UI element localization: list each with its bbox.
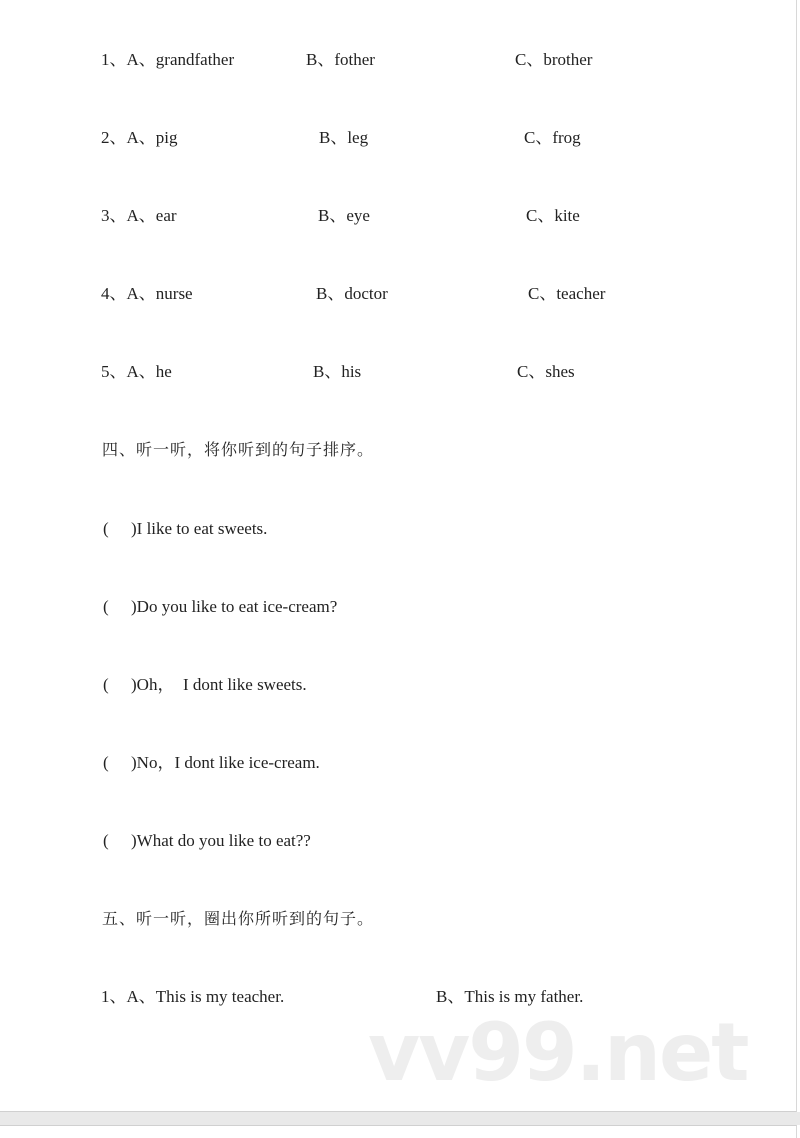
option-c: C、kite bbox=[526, 206, 580, 225]
option-a: 1、A、This is my teacher. bbox=[101, 987, 285, 1006]
option-b: B、fother bbox=[306, 50, 375, 69]
option-b: B、leg bbox=[319, 128, 369, 147]
sentence: )What do you like to eat?? bbox=[131, 831, 311, 850]
option-c: C、frog bbox=[524, 128, 581, 147]
option-a: 4、A、nurse bbox=[101, 284, 193, 303]
page-gap bbox=[0, 1112, 800, 1125]
blank-paren: ( bbox=[103, 519, 109, 538]
sentence: )I like to eat sweets. bbox=[131, 519, 268, 538]
option-a: 2、A、pig bbox=[101, 128, 178, 147]
blank-paren: ( bbox=[103, 597, 109, 616]
option-c: C、shes bbox=[517, 362, 575, 381]
blank-paren: ( bbox=[103, 831, 109, 850]
option-a: 1、A、grandfather bbox=[101, 50, 235, 69]
option-a: 5、A、he bbox=[101, 362, 172, 381]
sentence: )No，I dont like ice-cream. bbox=[131, 753, 320, 772]
option-b: B、his bbox=[313, 362, 362, 381]
blank-paren: ( bbox=[103, 675, 109, 694]
option-c: C、brother bbox=[515, 50, 593, 69]
option-c: C、teacher bbox=[528, 284, 606, 303]
watermark: vv99.net bbox=[368, 1006, 748, 1099]
section4-heading: 四、听一听，将你听到的句子排序。 bbox=[102, 440, 375, 459]
sentence: )Do you like to eat ice-cream? bbox=[131, 597, 338, 616]
option-a: 3、A、ear bbox=[101, 206, 177, 225]
next-page bbox=[0, 1125, 797, 1138]
option-b: B、This is my father. bbox=[436, 987, 584, 1006]
option-b: B、doctor bbox=[316, 284, 388, 303]
sentence: )Oh， I dont like sweets. bbox=[131, 675, 307, 694]
blank-paren: ( bbox=[103, 753, 109, 772]
option-b: B、eye bbox=[318, 206, 370, 225]
section5-heading: 五、听一听，圈出你所听到的句子。 bbox=[102, 909, 375, 928]
